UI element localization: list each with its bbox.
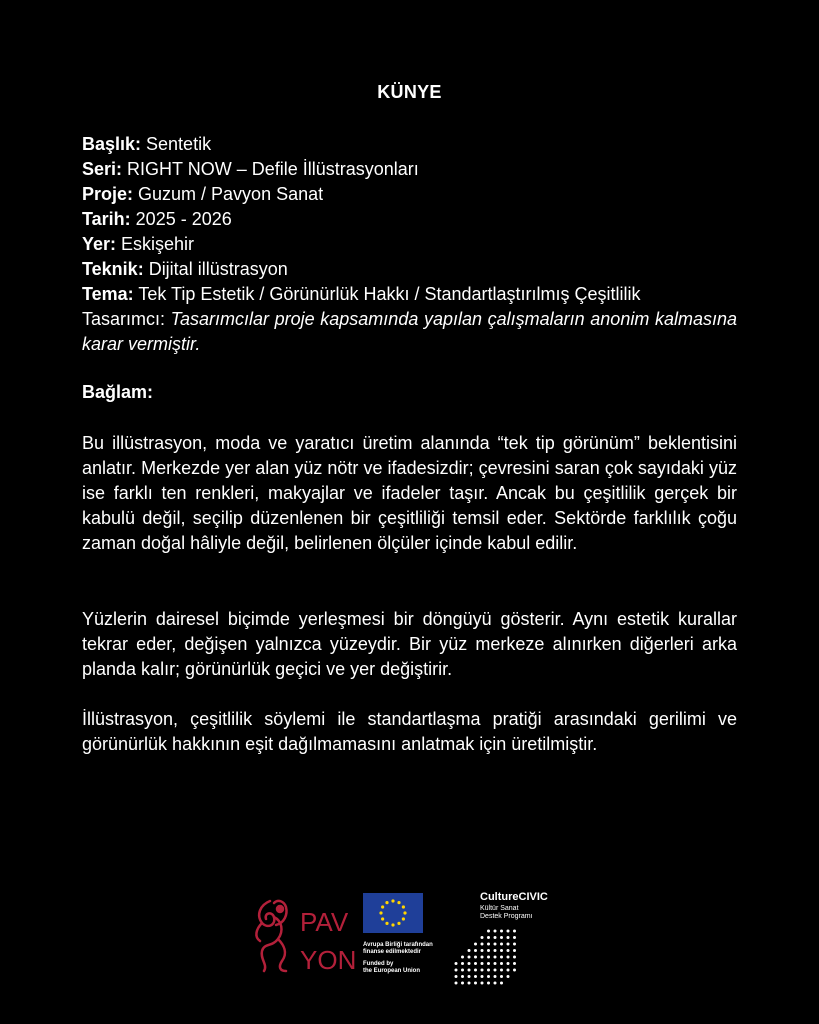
context-paragraph: İllüstrasyon, çeşitlilik söylemi ile standartlaşma pratiği arasındaki gerilimi ve görünürlük hakkının eşit dağılmamasını anlatmak için üretilmiştir. (82, 709, 737, 754)
culturecivic-dot (500, 962, 503, 965)
culturecivic-dot (494, 936, 497, 939)
culturecivic-dot (468, 956, 471, 959)
credit-series-value: RIGHT NOW – Defile İllüstrasyonları (122, 159, 419, 179)
culturecivic-dot (455, 982, 458, 985)
culturecivic-dot (494, 943, 497, 946)
culturecivic-dot (500, 936, 503, 939)
culturecivic-dot (468, 975, 471, 978)
culturecivic-dot (481, 982, 484, 985)
culturecivic-dot (468, 949, 471, 952)
culturecivic-dot (487, 975, 490, 978)
eu-star-icon (385, 922, 388, 925)
culturecivic-dot (461, 962, 464, 965)
culturecivic-dot (461, 956, 464, 959)
culturecivic-dot (487, 956, 490, 959)
culturecivic-dot (507, 949, 510, 952)
eu-star-icon (381, 917, 384, 920)
eu-star-icon (385, 901, 388, 904)
culturecivic-dot (507, 930, 510, 933)
culturecivic-dot (500, 943, 503, 946)
culturecivic-dot (481, 943, 484, 946)
culturecivic-dot (507, 969, 510, 972)
eu-text-line: Avrupa Birliği tarafından (363, 942, 433, 948)
eu-text-line: finanse edilmektedir (363, 949, 422, 955)
eu-star-icon (379, 911, 382, 914)
context-paragraph: Bu illüstrasyon, moda ve yaratıcı üretim alanında “tek tip görünüm” beklentisini anlatır. Merkezde yer alan yüz nötr ve ifadesizdir; çevresini saran çok sayıdaki yüz ise farklı ten renkleri, makyajlar ve ifadeler taşır. Ancak bu çeşitlilik gerçek bir kabulü değil, seçilip düzenlenen bir çeşitliliği temsil eder. Sektörde farklılık çoğu zaman doğal hâliyle değil, belirlenen ölçüler içinde kabul edilir. (82, 433, 737, 553)
culturecivic-dot (461, 969, 464, 972)
culturecivic-dot (494, 962, 497, 965)
culturecivic-dot (494, 975, 497, 978)
eu-flag-icon (363, 893, 423, 933)
credit-technique-label: Teknik: (82, 259, 144, 279)
culturecivic-dot (500, 982, 503, 985)
culturecivic-dot (494, 930, 497, 933)
credit-title-value: Sentetik (141, 134, 212, 154)
culturecivic-dot (507, 956, 510, 959)
credit-technique-value: Dijital illüstrasyon (143, 259, 288, 279)
sponsor-logos (0, 885, 819, 995)
eu-star-icon (403, 911, 406, 914)
culturecivic-dot (481, 962, 484, 965)
culturecivic-dot (507, 936, 510, 939)
culturecivic-dot (513, 962, 516, 965)
culturecivic-dot (455, 962, 458, 965)
credit-place-value: Eskişehir (116, 234, 195, 254)
culturecivic-dot (487, 930, 490, 933)
culturecivic-dot (461, 982, 464, 985)
culturecivic-dot (481, 936, 484, 939)
culturecivic-dot (487, 962, 490, 965)
culturecivic-dot-arrow-icon (450, 927, 520, 991)
culturecivic-dot (481, 949, 484, 952)
culturecivic-dot (474, 969, 477, 972)
culturecivic-dot (487, 969, 490, 972)
culturecivic-dot (507, 962, 510, 965)
credit-designer-value: Tasarımcılar proje kapsamında yapılan çalışmaların anonim kalmasına karar vermiştir. (82, 309, 737, 354)
page-title: KÜNYE (377, 82, 442, 102)
culturecivic-dot (500, 975, 503, 978)
culturecivic-dot (507, 943, 510, 946)
culturecivic-dot (474, 943, 477, 946)
culturecivic-dot (513, 943, 516, 946)
credit-project-label: Proje: (82, 184, 134, 204)
culturecivic-logo (450, 891, 580, 991)
credit-project-value: Guzum / Pavyon Sanat (133, 184, 324, 204)
culturecivic-dot (474, 956, 477, 959)
credit-project (82, 182, 737, 207)
credit-title-label: Başlık: (82, 134, 142, 154)
culturecivic-dot (474, 962, 477, 965)
eu-text-line: Funded by (363, 961, 394, 967)
credit-date (82, 207, 737, 232)
credit-place (82, 232, 737, 257)
culturecivic-dot (500, 930, 503, 933)
culturecivic-dot (494, 982, 497, 985)
pavyon-text-top: PAV (300, 907, 349, 937)
pavyon-figure-icon (256, 901, 286, 971)
credit-technique (82, 257, 737, 282)
culturecivic-dot (513, 936, 516, 939)
culturecivic-dot (500, 956, 503, 959)
culturecivic-dot (513, 930, 516, 933)
culturecivic-dot (474, 949, 477, 952)
eu-text-line: the European Union (363, 968, 420, 974)
eu-star-icon (397, 922, 400, 925)
credits-block (82, 132, 737, 357)
culturecivic-dot (474, 975, 477, 978)
culturecivic-dot (494, 949, 497, 952)
credit-designer (82, 307, 737, 357)
culturecivic-dot (487, 936, 490, 939)
culturecivic-dot (455, 975, 458, 978)
pavyon-logo (250, 895, 357, 975)
context-paragraph: Yüzlerin dairesel biçimde yerleşmesi bir döngüyü gösterir. Aynı estetik kurallar tekrar eder, değişen yalnızca yüzeydir. Bir yüz merkeze alınırken diğerleri arka planda kalır; görünürlük geçici ve yer değiştirir. (82, 609, 737, 679)
credit-date-label: Tarih: (82, 209, 131, 229)
culturecivic-dot (487, 949, 490, 952)
eu-logo (363, 893, 443, 975)
culturecivic-dot (481, 969, 484, 972)
culturecivic-dot (461, 975, 464, 978)
culturecivic-dot (468, 962, 471, 965)
credit-title (82, 132, 737, 157)
eu-star-icon (402, 905, 405, 908)
culturecivic-dot (507, 975, 510, 978)
culturecivic-dot (500, 969, 503, 972)
pavyon-text-bottom: YON (300, 945, 357, 975)
culturecivic-dot (481, 956, 484, 959)
culturecivic-dot (468, 982, 471, 985)
credit-series (82, 157, 737, 182)
culturecivic-dot (455, 969, 458, 972)
culturecivic-subtitle: Destek Programı (480, 913, 533, 920)
eu-star-icon (397, 901, 400, 904)
culturecivic-name: CultureCIVIC (480, 891, 548, 903)
culturecivic-dot (481, 975, 484, 978)
credit-theme (82, 282, 737, 307)
credit-series-label: Seri: (82, 159, 123, 179)
culturecivic-dot (500, 949, 503, 952)
culturecivic-dot (487, 982, 490, 985)
culturecivic-dot (513, 949, 516, 952)
culturecivic-dot (494, 956, 497, 959)
culturecivic-dot (494, 969, 497, 972)
culturecivic-dot (513, 969, 516, 972)
eu-star-icon (381, 905, 384, 908)
context-heading: Bağlam: (82, 382, 154, 402)
credit-designer-label: Tasarımcı: (82, 309, 171, 329)
eu-star-icon (402, 917, 405, 920)
culturecivic-dot (513, 956, 516, 959)
culturecivic-subtitle: Kültür Sanat (480, 905, 519, 912)
credit-theme-label: Tema: (82, 284, 134, 304)
credit-place-label: Yer: (82, 234, 117, 254)
eu-star-icon (391, 923, 394, 926)
culturecivic-dot (468, 969, 471, 972)
eu-star-icon (391, 899, 394, 902)
culturecivic-dot (487, 943, 490, 946)
credit-date-value: 2025 - 2026 (130, 209, 232, 229)
culturecivic-dot (474, 982, 477, 985)
credit-theme-value: Tek Tip Estetik / Görünürlük Hakkı / Standartlaştırılmış Çeşitlilik (133, 284, 641, 304)
